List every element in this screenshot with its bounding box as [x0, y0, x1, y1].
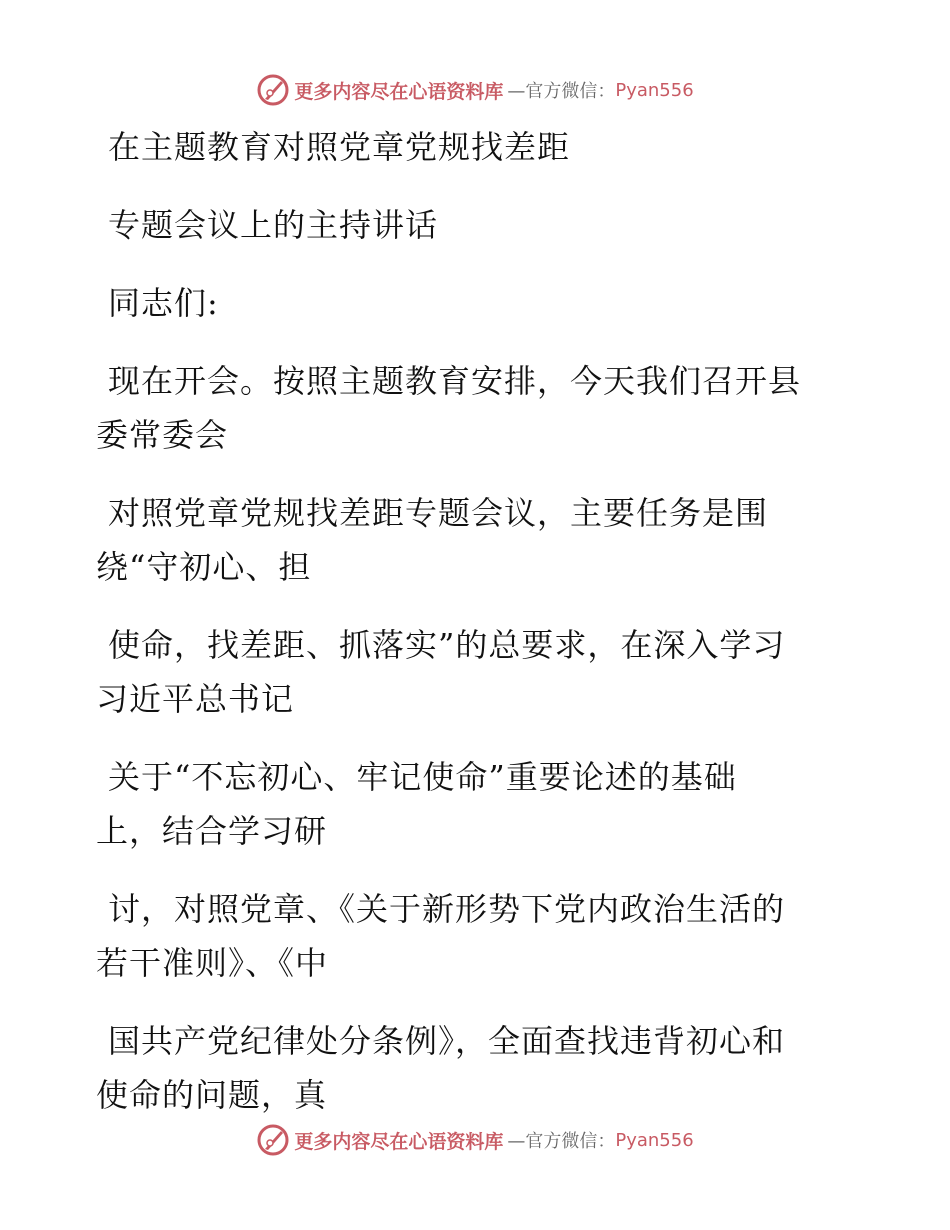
document-body	[96, 120, 836, 1122]
doc-title-line-1: 在主题教育对照党章党规找差距	[108, 128, 571, 166]
banner-official-label: —官方微信：	[507, 81, 616, 102]
doc-text-line: 关于“不忘初心、牢记使命”重要论述的基础	[108, 758, 737, 796]
footer-watermark-banner	[0, 1120, 950, 1160]
banner-wechat-id: Pyan556	[615, 79, 694, 101]
banner-official-label: —官方微信：	[507, 1131, 616, 1152]
quill-logo-icon	[256, 1123, 290, 1157]
banner-brand-text: 更多内容尽在心语资料库	[294, 80, 504, 103]
doc-text-line: 现在开会。按照主题教育安排，今天我们召开县	[108, 362, 802, 400]
header-watermark-banner	[0, 70, 950, 110]
doc-text-line: 若干准则》、《中	[96, 944, 329, 982]
doc-text-line: 使命，找差距、抓落实”的总要求，在深入学习	[108, 626, 786, 664]
doc-text-line: 讨，对照党章、《关于新形势下党内政治生活的	[108, 890, 786, 928]
doc-title-line-2: 专题会议上的主持讲话	[108, 206, 439, 244]
doc-text-line: 委常委会	[96, 416, 229, 454]
banner-wechat-id: Pyan556	[615, 1129, 694, 1151]
doc-text-line: 上，结合学习研	[96, 812, 328, 850]
banner-brand-text: 更多内容尽在心语资料库	[294, 1130, 504, 1153]
doc-text-line: 国共产党纪律处分条例》，全面查找违背初心和	[108, 1022, 786, 1060]
doc-text-line: 绕“守初心、担	[96, 548, 312, 586]
doc-salutation: 同志们:	[108, 284, 219, 322]
doc-text-line: 对照党章党规找差距专题会议，主要任务是围	[108, 494, 769, 532]
doc-text-line: 使命的问题，真	[96, 1076, 328, 1114]
quill-logo-icon	[256, 73, 290, 107]
doc-text-line: 习近平总书记	[96, 680, 295, 718]
